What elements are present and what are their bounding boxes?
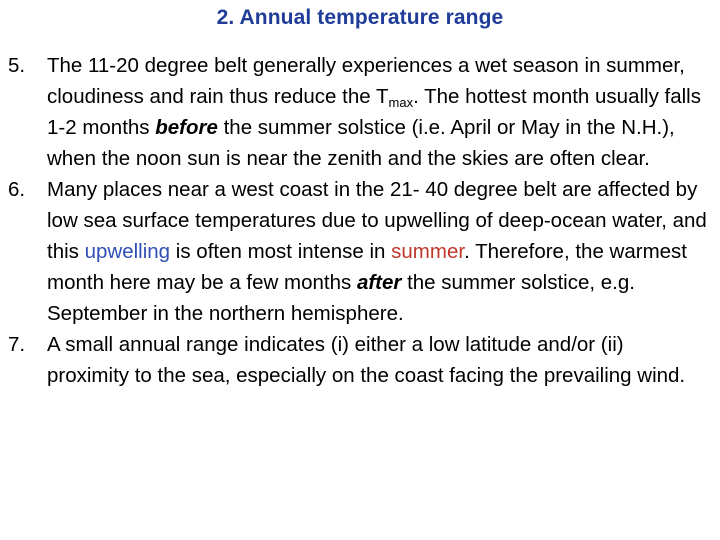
item-text: Many places near a west coast in the 21- 40 degree belt are affected by low sea surface temperatures due to upwelling of deep-ocean water, and this xyxy=(47,178,707,263)
emphasis-after: after xyxy=(356,271,402,294)
item-text: . The hottest month usually falls 1-2 months xyxy=(47,85,701,139)
emphasis-before: before xyxy=(155,116,218,139)
subscript-max: max xyxy=(388,95,414,110)
item-text: the summer solstice, e.g. September in the northern hemisphere. xyxy=(47,271,635,325)
list-item-6 xyxy=(0,174,720,329)
item-text: . Therefore, the warmest month here may be a few months xyxy=(47,240,687,294)
item-text: The 11-20 degree belt generally experiences a wet season in summer, cloudiness and rain thus reduce the T xyxy=(47,54,685,108)
item-number: 6. xyxy=(8,178,26,201)
list-item-7 xyxy=(0,329,720,391)
list-item-5 xyxy=(0,50,720,174)
point-list xyxy=(0,50,720,391)
term-upwelling: upwelling xyxy=(84,240,171,263)
term-summer: summer xyxy=(391,240,465,263)
item-number: 7. xyxy=(8,333,26,356)
item-text: A small annual range indicates (i) either a low latitude and/or (ii) proximity to the sea, especially on the coast facing the prevailing wind. xyxy=(47,333,686,387)
slide-title: 2. Annual temperature range xyxy=(216,6,504,29)
item-text: the summer solstice (i.e. April or May in the N.H.), when the noon sun is near the zenith and the skies are often clear. xyxy=(47,116,675,170)
item-number: 5. xyxy=(8,54,26,77)
item-text: is often most intense in xyxy=(170,240,392,263)
